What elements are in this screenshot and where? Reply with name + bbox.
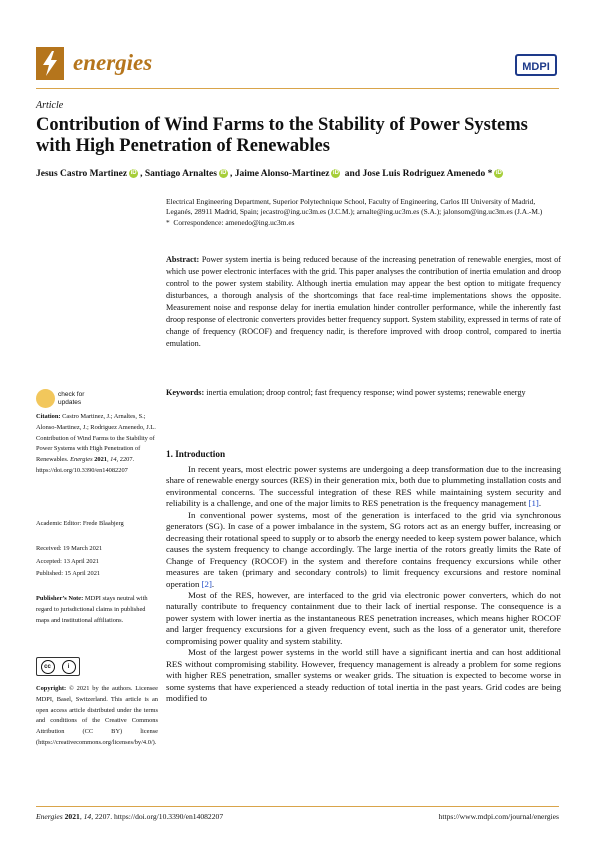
paragraph: Most of the RES, however, are interfaced to the grid via electronic power converters, which do not naturally contribute to frequency containment due to their lack of inertial response. The consequence is a power system with lower inertia as the instantaneous RES penetration increases, which means higher ROCOF and larger frequency excursions for a given frequency event, such as the loss of a generator unit, therefore compromising power quality and system stability. — [166, 589, 561, 646]
publisher-logo: MDPI — [515, 54, 557, 76]
check-updates-icon — [36, 389, 55, 408]
citation-ref[interactable]: [2] — [201, 578, 212, 589]
orcid-icon[interactable]: iD — [495, 170, 502, 177]
article-type: Article — [36, 100, 64, 111]
publisher-note: Publisher’s Note: MDPI stays neutral with regard to jurisdictional claims in published maps and institutional affiliations. — [36, 595, 148, 624]
header-divider — [36, 88, 559, 89]
author-name: Jaime Alonso-Martinez — [234, 169, 330, 179]
journal-name: energies — [73, 50, 153, 75]
affiliation-text: Electrical Engineering Department, Superior Polytechnique School, Faculty of Engineering, Carlos III University of Madrid, Leganés, 28911 Madrid, Spain; jecastro@ing.uc3m.es (J.C.M.); arnalte@ing.uc3m.es (S.A.); jalonsom@ing.uc3m.es (J.A.-M.) — [166, 197, 543, 217]
author-name: Jose Luis Rodriguez Amenedo — [362, 169, 486, 179]
paragraph: In conventional power systems, most of the generation is interfaced to the grid via synchronous generators (SG). In case of a power imbalance in the system, SG rotors act as an energy buffer, increasing or decreasing their rotational speed to supply or to absorb the energy needed to keep system power balance, which causes the system frequency to change accordingly. The large inertia of the rotors greatly limits the Rate of Change of Frequency (ROCOF) in the system and therefore contains frequency excursions while other measures are taken (primary and secondary controls) to limit frequency excursions and restore nominal operation [2]. — [166, 509, 561, 589]
cc-license-badge[interactable] — [36, 657, 80, 676]
orcid-icon[interactable]: iD — [130, 170, 137, 177]
correspondence: * Correspondence: amenedo@ing.uc3m.es — [166, 217, 295, 227]
received-date: Received: 19 March 2021 — [36, 545, 103, 552]
citation-doi[interactable]: , 2207. https://doi.org/10.3390/en14082207 — [36, 456, 135, 474]
paragraph: Most of the largest power systems in the world still have a significant inertia and can host additional RES without compromising stability. However, frequency management is already a problem for some regions with higher RES penetration, smaller systems or weaker grids. The situation is expected to become worse in some systems that have experienced a steady reduction of total inertia in the past years. Grid codes are being modified to — [166, 647, 561, 704]
copyright: Copyright: © 2021 by the authors. Licensee MDPI, Basel, Switzerland. This article is an open access article distributed under the terms and conditions of the Creative Commons Attribution (CC BY) license (https://creativecommons.org/licenses/by/4.0/). — [36, 685, 158, 746]
citation-block: Citation: Castro Martinez, J.; Arnaltes, S.; Alonso-Martinez, J.; Rodriguez Amenedo, J.L. Contribution of Wind Farms to the Stability of Power Systems with High Penetration of Renewables. Energies 2021, 14, 2207. https://doi.org/10.3390/en14082207 — [36, 413, 156, 474]
citation-ref[interactable]: [1] — [528, 498, 539, 509]
keywords-label: Keywords: — [166, 388, 205, 397]
paragraph: In recent years, most electric power systems are undergoing a deep transformation due to the increasing share of renewable energy sources (RES) in their generation mix, both due to plummeting installation costs and environmental concerns. The successful integration of these RES while maintaining system security and reliability is a challenge, and one of the major limits to RES penetration is the frequency management [1]. — [166, 464, 561, 509]
body-text — [166, 464, 561, 705]
keywords — [166, 387, 561, 399]
by-icon: i — [62, 660, 76, 674]
abstract-text: Power system inertia is being reduced because of the increasing penetration of renewable energies, most of which use power electronic interfaces with the grid. This paper analyses the contribution of inertia emulation and droop control to the power system stability. Although inertia emulation may appear the best option to mitigate frequency disturbances, a thorough analysis of the shortcomings that face real-time implementations shows the opposite. Measurement noise and response delay for inertia emulation hinder controller performance, while the inherently fast droop response of electronic converters provides better frequency support. System stability, expressed in terms of rate of change of frequency (ROCOF) and frequency nadir, is therefore improved with droop control, compared to inertia emulation. — [166, 255, 561, 348]
section-heading: 1. Introduction — [166, 449, 226, 459]
orcid-icon[interactable]: iD — [220, 170, 227, 177]
published-date: Published: 15 April 2021 — [36, 570, 101, 577]
academic-editor: Academic Editor: Frede Blaabjerg — [36, 520, 124, 527]
abstract-label: Abstract: — [166, 255, 200, 264]
author-name: Jesus Castro Martinez — [36, 169, 128, 179]
footer-divider — [36, 806, 559, 807]
cc-icon: cc — [41, 660, 55, 674]
orcid-icon[interactable]: iD — [332, 170, 339, 177]
author-list: Jesus Castro Martinez iD , Santiago Arnaltes iD , Jaime Alonso-Martinez iD and Jose Luis Rodriguez Amenedo * iD — [36, 169, 502, 179]
paper-title: Contribution of Wind Farms to the Stability of Power Systems with High Penetration of Renewables — [36, 115, 528, 156]
journal-logo-icon — [36, 47, 64, 80]
affiliation-block — [166, 197, 561, 228]
footer-citation: Energies 2021, 14, 2207. https://doi.org/10.3390/en14082207 — [36, 812, 224, 821]
journal-url[interactable]: https://www.mdpi.com/journal/energies — [438, 812, 559, 821]
abstract — [166, 254, 561, 350]
footer-doi[interactable]: , 2207. https://doi.org/10.3390/en14082207 — [91, 812, 224, 821]
author-name: Santiago Arnaltes — [144, 169, 217, 179]
keywords-text: inertia emulation; droop control; fast frequency response; wind power systems; renewable energy — [206, 388, 526, 397]
accepted-date: Accepted: 13 April 2021 — [36, 558, 100, 565]
check-updates-label: check for updates — [58, 391, 85, 406]
